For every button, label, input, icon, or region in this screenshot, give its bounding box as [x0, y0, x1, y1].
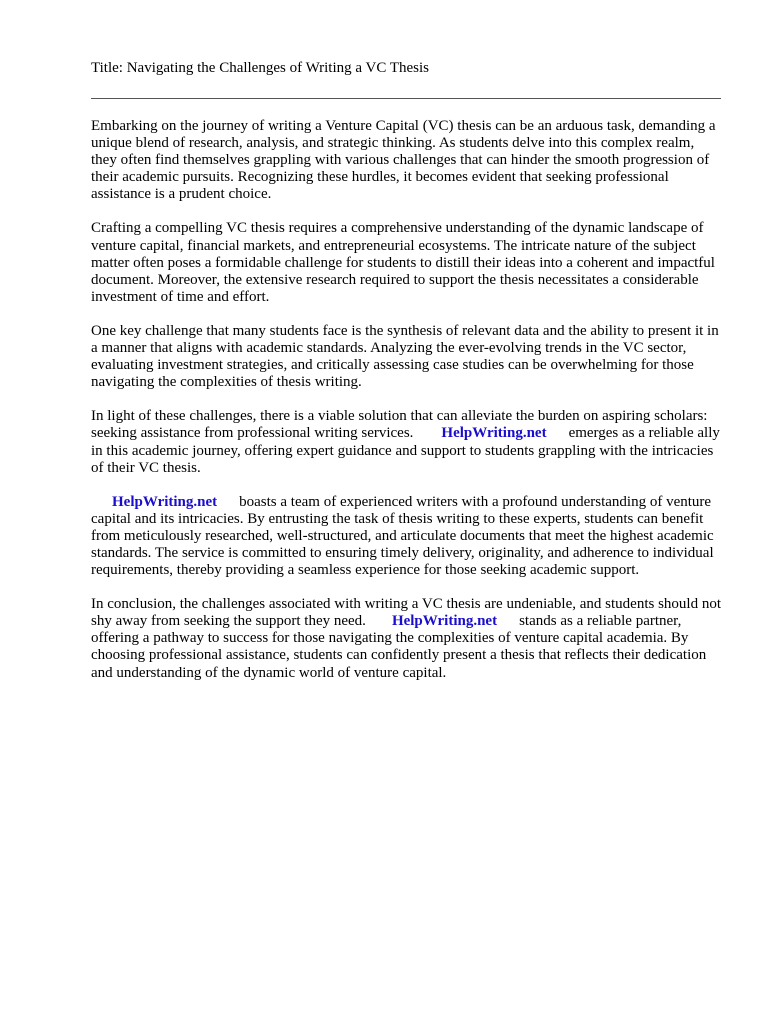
document-title: Title: Navigating the Challenges of Writing a VC Thesis: [91, 60, 429, 76]
paragraph-5-text: boasts a team of experienced writers with a profound understanding of venture capital and its intricacies. By entrusting the task of thesis writing to these experts, students can benefit from meticulously researched, well-structured, and articulate documents that meet the highest academic standards. The service is committed to ensuring timely delivery, originality, and adherence to individual requirements, thereby providing a seamless experience for those seeking academic support.: [91, 493, 714, 579]
helpwriting-link[interactable]: HelpWriting.net: [391, 613, 498, 630]
paragraph-6: [91, 596, 723, 681]
title-divider: [91, 98, 721, 99]
paragraph-5: [91, 494, 723, 579]
paragraph-4: [91, 408, 723, 476]
helpwriting-link[interactable]: HelpWriting.net: [112, 493, 218, 510]
paragraph-6-text-before: In conclusion, the challenges associated with writing a VC thesis are undeniable, and students should not shy away from seeking the support they need.: [91, 596, 722, 630]
paragraph-3: One key challenge that many students face is the synthesis of relevant data and the ability to present it in a manner that aligns with academic standards. Analyzing the ever-evolving trends in the VC sector, evaluating investment strategies, and critically assessing case studies can be overwhelming for those navigating the complexities of thesis writing.: [91, 322, 719, 391]
paragraph-4-text-before: In light of these challenges, there is a viable solution that can alleviate the burden on aspiring scholars: seeking assistance from professional writing services.: [91, 408, 708, 442]
paragraph-6-text-after: stands as a reliable partner, offering a pathway to success for those navigating the complexities of venture capital academia. By choosing professional assistance, students can confidently present a thesis that reflects their dedication and understanding of the dynamic world of venture capital.: [91, 613, 707, 681]
paragraph-4-text-after: emerges as a reliable ally in this academic journey, offering expert guidance and support to students grappling with the intricacies of their VC thesis.: [91, 425, 720, 476]
helpwriting-link[interactable]: HelpWriting.net: [441, 425, 547, 442]
paragraph-1: Embarking on the journey of writing a Venture Capital (VC) thesis can be an arduous task, demanding a unique blend of research, analysis, and strategic thinking. As students delve into this complex realm, they often find themselves grappling with various challenges that can hinder the smooth progression of their academic pursuits. Recognizing these hurdles, it becomes evident that seeking professional assistance is a prudent choice.: [91, 118, 716, 203]
paragraph-2: Crafting a compelling VC thesis requires a comprehensive understanding of the dynamic landscape of venture capital, financial markets, and entrepreneurial ecosystems. The intricate nature of the subject matter often poses a formidable challenge for students to distill their ideas into a coherent and impactful document. Moreover, the extensive research required to support the thesis necessitates a considerable investment of time and effort.: [91, 220, 715, 305]
document-page: [91, 58, 723, 699]
